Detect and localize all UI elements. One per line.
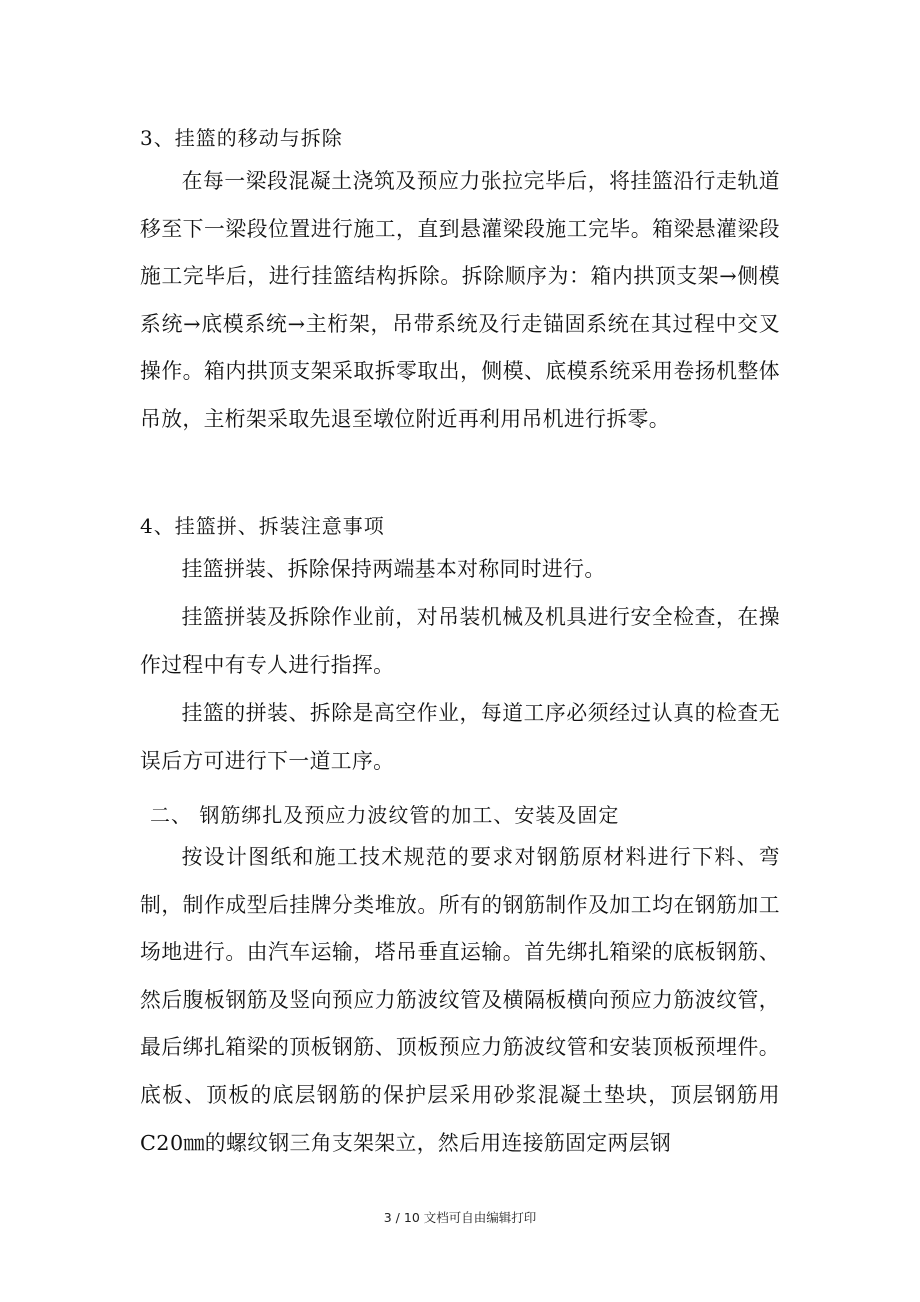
paragraph-basket-move: 在每一梁段混凝土浇筑及预应力张拉完毕后，将挂篮沿行走轨道移至下一梁段位置进行施工，直到悬灌梁段施工完毕。箱梁悬灌梁段施工完毕后，进行挂篮结构拆除。拆除顺序为：箱内拱顶支架→侧模系统→底模系统→主桁架，吊带系统及行走锚固系统在其过程中交叉操作。箱内拱顶支架采取拆零取出，侧模、底模系统采用卷扬机整体吊放，主桁架采取先退至墩位附近再利用吊机进行拆零。 — [140, 169, 780, 431]
heading-4-assembly-notes: 4、挂篮拼、拆装注意事项 — [140, 514, 385, 538]
paragraph-safety-check: 挂篮拼装及拆除作业前，对吊装机械及机具进行安全检查，在操作过程中有专人进行指挥。 — [140, 605, 780, 677]
paragraph-high-altitude: 挂篮的拼装、拆除是高空作业，每道工序必须经过认真的检查无误后方可进行下一道工序。 — [140, 701, 780, 773]
heading-3-hanging-basket-move: 3、挂篮的移动与拆除 — [140, 126, 343, 150]
section-2-title: 二、 钢筋绑扎及预应力波纹管的加工、安装及固定 — [150, 803, 620, 827]
paragraph-symmetric: 挂篮拼装、拆除保持两端基本对称同时进行。 — [181, 557, 606, 581]
paragraph-rebar: 按设计图纸和施工技术规范的要求对钢筋原材料进行下料、弯制，制作成型后挂牌分类堆放。所有的钢筋制作及加工均在钢筋加工场地进行。由汽车运输，塔吊垂直运输。首先绑扎箱梁的底板钢筋、然后腹板钢筋及竖向预应力筋波纹管及横隔板横向预应力筋波纹管，最后绑扎箱梁的顶板钢筋、顶板预应力筋波纹管和安装顶板预埋件。底板、顶板的底层钢筋的保护层采用砂浆混凝土垫块，顶层钢筋用Ⅽ20㎜的螺纹钢三角支架架立，然后用连接筋固定两层钢 — [140, 845, 780, 1155]
page-footer: 3 / 10 文档可自由编辑打印 — [383, 1210, 537, 1225]
